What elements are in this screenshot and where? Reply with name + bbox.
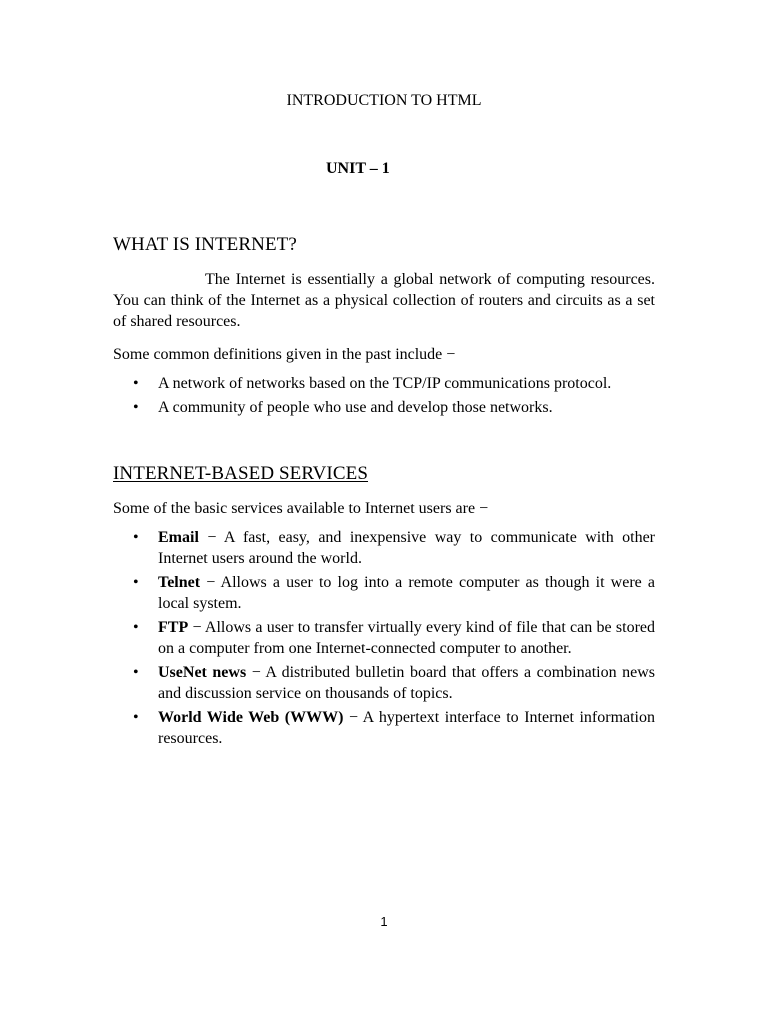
bullet-icon: •	[133, 574, 139, 591]
list-item-text: A community of people who use and develop those networks.	[158, 399, 553, 416]
list-item	[113, 662, 655, 704]
service-term: World Wide Web (WWW)	[158, 709, 344, 726]
section-heading-internet-based-services: INTERNET-BASED SERVICES	[113, 463, 369, 484]
section-heading-what-is-internet: WHAT IS INTERNET?	[113, 234, 297, 255]
section-paragraph: The Internet is essentially a global network of computing resources. You can think of the Internet as a physical collection of routers and circuits as a set of shared resources.	[113, 271, 655, 330]
document-body	[113, 233, 655, 752]
service-description: − A hypertext interface to Internet information resources.	[158, 709, 655, 747]
service-description: − Allows a user to log into a remote computer as though it were a local system.	[158, 574, 655, 612]
service-term: UseNet news	[158, 664, 247, 681]
bullet-icon: •	[133, 619, 139, 636]
list-item	[113, 527, 655, 569]
list-item	[113, 617, 655, 659]
list-item	[113, 397, 655, 418]
list-item-text: A network of networks based on the TCP/IP communications protocol.	[158, 375, 612, 392]
services-intro: Some of the basic services available to Internet users are −	[113, 500, 489, 517]
bullet-icon: •	[133, 664, 139, 681]
bullet-icon: •	[133, 709, 139, 726]
service-description: − Allows a user to transfer virtually every kind of file that can be stored on a computer from one Internet-connected computer to another.	[158, 619, 655, 657]
service-description: − A distributed bulletin board that offers a combination news and discussion service on thousands of topics.	[158, 664, 656, 702]
service-description: − A fast, easy, and inexpensive way to communicate with other Internet users around the world.	[158, 529, 655, 567]
list-item	[113, 707, 655, 749]
bullet-icon: •	[133, 529, 139, 546]
definitions-intro: Some common definitions given in the past include −	[113, 346, 456, 363]
unit-label: UNIT – 1	[326, 160, 390, 177]
page-number: 1	[380, 914, 388, 929]
list-item	[113, 572, 655, 614]
services-list	[113, 527, 655, 749]
definitions-list	[113, 373, 655, 418]
service-term: Telnet	[158, 574, 201, 591]
list-item	[113, 373, 655, 394]
bullet-icon: •	[133, 375, 139, 392]
service-term: Email	[158, 529, 199, 546]
document-title: INTRODUCTION TO HTML	[286, 92, 482, 109]
bullet-icon: •	[133, 399, 139, 416]
service-term: FTP	[158, 619, 189, 636]
